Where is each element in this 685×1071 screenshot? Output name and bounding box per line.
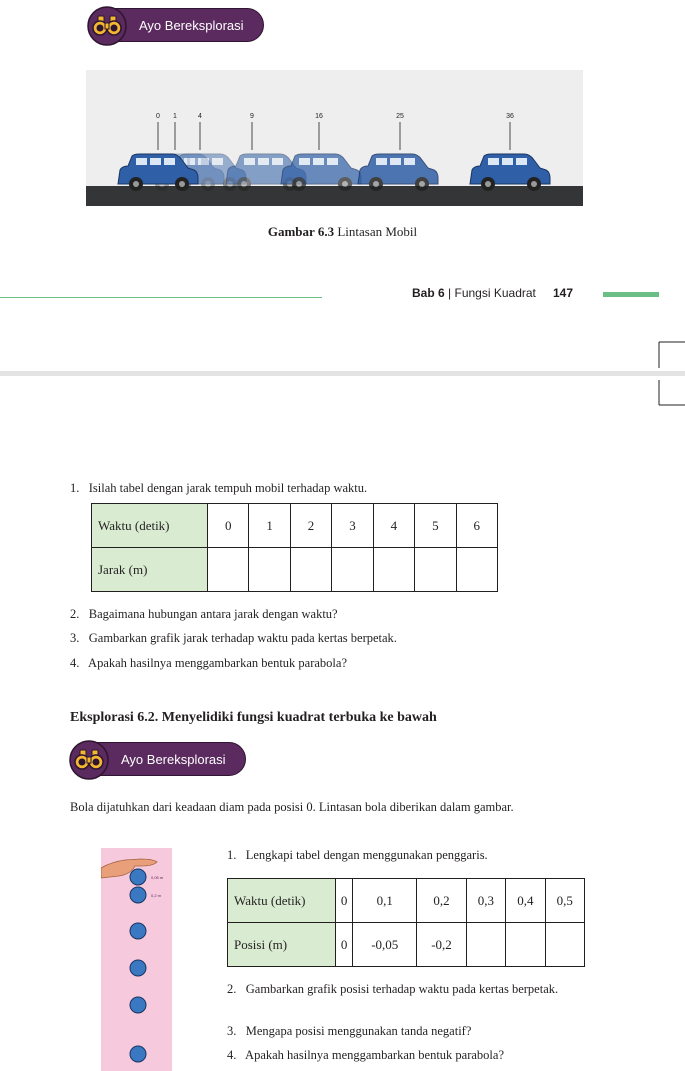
ball-distance-label: 0,2 m — [151, 893, 162, 898]
footer-chapter: Bab 6 — [412, 286, 445, 300]
crop-mark — [650, 340, 685, 410]
empty-cell — [332, 548, 373, 592]
badge-label: Ayo Bereksplorasi — [121, 751, 226, 767]
ayo-bereksplorasi-badge — [70, 742, 246, 776]
position-time-table — [227, 878, 585, 967]
table-cell — [466, 923, 505, 967]
table-cell: 1 — [249, 504, 290, 548]
table-cell: 2 — [290, 504, 331, 548]
footer-title: Fungsi Kuadrat — [454, 286, 536, 300]
ball — [130, 869, 146, 885]
marker-label: 1 — [173, 113, 177, 120]
table-cell: 0,2 — [417, 879, 466, 923]
section-heading: Eksplorasi 6.2. Menyelidiki fungsi kuadrat terbuka ke bawah — [70, 710, 437, 725]
ball — [130, 887, 146, 903]
table-cell: -0,05 — [353, 923, 417, 967]
footer-right-bar — [603, 292, 659, 297]
footer-separator: | — [444, 286, 455, 300]
ayo-bereksplorasi-badge — [88, 8, 264, 42]
task2-q3: 3. Mengapa posisi menggunakan tanda negatif? — [227, 1024, 472, 1038]
table-cell: 5 — [415, 504, 456, 548]
distance-time-table — [91, 503, 498, 592]
table-cell — [545, 923, 584, 967]
falling-ball-figure — [101, 848, 172, 1071]
figure-caption — [0, 224, 685, 240]
ball — [130, 923, 146, 939]
badge-label: Ayo Bereksplorasi — [139, 17, 244, 33]
caption-text: Lintasan Mobil — [334, 224, 418, 239]
table-cell: 3 — [332, 504, 373, 548]
marker-label: 36 — [506, 113, 514, 120]
ball-distance-label: 0,05 m — [151, 875, 164, 880]
table-row — [228, 923, 585, 967]
table-cell: 0 — [336, 923, 353, 967]
empty-cell — [249, 548, 290, 592]
table-row — [92, 548, 498, 592]
table-cell — [506, 923, 545, 967]
footer-left-line — [0, 297, 322, 298]
table-cell: 0 — [336, 879, 353, 923]
row-label-time: Waktu (detik) — [92, 504, 208, 548]
table-cell: 0,4 — [506, 879, 545, 923]
page-break — [0, 371, 685, 376]
empty-cell — [373, 548, 414, 592]
empty-cell — [290, 548, 331, 592]
binoculars-icon — [87, 6, 127, 46]
table-cell: 0,3 — [466, 879, 505, 923]
empty-cell — [208, 548, 249, 592]
task1-question: 4. Apakah hasilnya menggambarkan bentuk parabola? — [70, 656, 347, 670]
ball-intro-paragraph: Bola dijatuhkan dari keadaan diam pada posisi 0. Lintasan bola diberikan dalam gambar. — [70, 800, 514, 814]
empty-cell — [456, 548, 497, 592]
table-cell: 0,1 — [353, 879, 417, 923]
marker-label: 9 — [250, 113, 254, 120]
table-cell: 6 — [456, 504, 497, 548]
task2-q1: 1. Lengkapi tabel dengan menggunakan penggaris. — [227, 848, 488, 862]
ball — [130, 997, 146, 1013]
table-cell: 0,5 — [545, 879, 584, 923]
task1-intro: 1. Isilah tabel dengan jarak tempuh mobil terhadap waktu. — [70, 481, 368, 495]
ball — [130, 1046, 146, 1062]
row-label-time: Waktu (detik) — [228, 879, 336, 923]
car-trajectory-figure — [86, 70, 583, 206]
row-label-distance: Jarak (m) — [92, 548, 208, 592]
page-number: 147 — [553, 286, 574, 300]
task1-question: 2. Bagaimana hubungan antara jarak dengan waktu? — [70, 607, 338, 621]
marker-label: 4 — [198, 113, 202, 120]
empty-cell — [415, 548, 456, 592]
ball — [130, 960, 146, 976]
table-cell: 4 — [373, 504, 414, 548]
marker-label: 16 — [315, 113, 323, 120]
caption-number: Gambar 6.3 — [267, 224, 335, 239]
marker-label: 25 — [396, 113, 404, 120]
task2-q4: 4. Apakah hasilnya menggambarkan bentuk parabola? — [227, 1048, 504, 1062]
table-cell: 0 — [208, 504, 249, 548]
marker-label: 0 — [156, 113, 160, 120]
table-cell: -0,2 — [417, 923, 466, 967]
task1-question: 3. Gambarkan grafik jarak terhadap waktu pada kertas berpetak. — [70, 631, 397, 645]
table-row — [228, 879, 585, 923]
row-label-position: Posisi (m) — [228, 923, 336, 967]
page-footer — [412, 286, 536, 300]
table-row — [92, 504, 498, 548]
binoculars-icon — [69, 740, 109, 780]
task2-q2: 2. Gambarkan grafik posisi terhadap waktu pada kertas berpetak. — [227, 982, 559, 996]
